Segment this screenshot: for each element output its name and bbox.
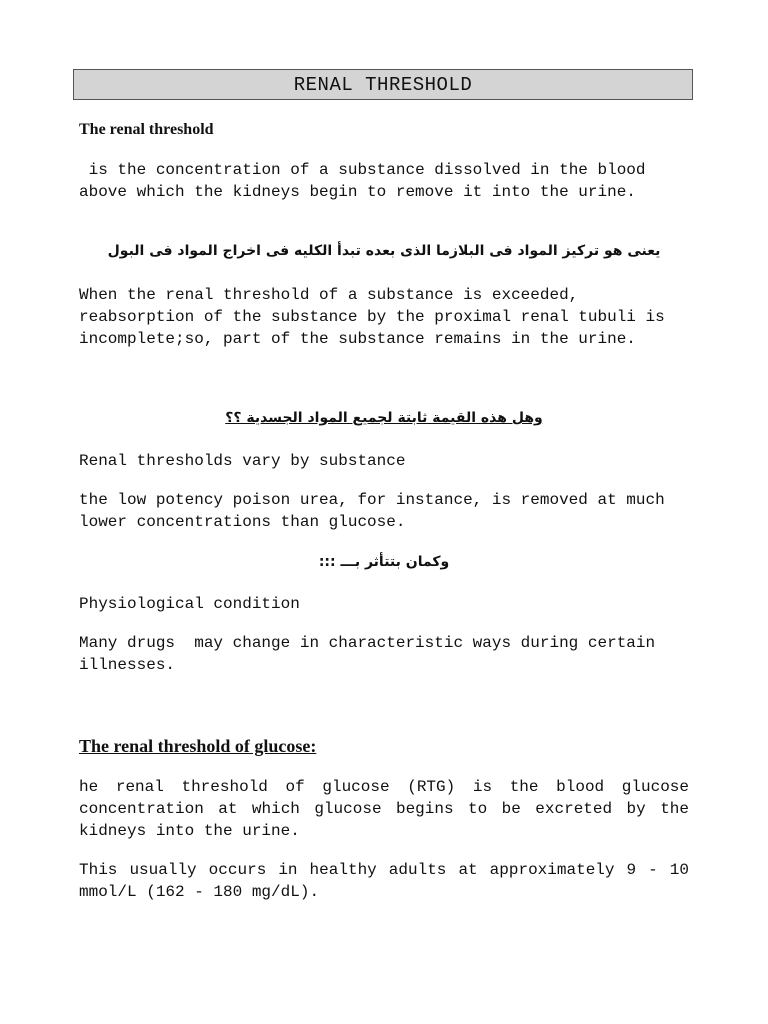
- definition-paragraph: is the concentration of a substance dissolved in the blood above which the kidneys begin to remove it into the urine.: [79, 161, 656, 201]
- vary-paragraph: Renal thresholds vary by substance: [79, 452, 406, 470]
- arabic-note-definition: يعنى هو تركيز المواد فى البلازما الذى بعده تبدأ الكليه فى اخراج المواد فى البول: [107, 243, 661, 259]
- glucose-section-heading: The renal threshold of glucose:: [79, 736, 317, 756]
- rtg-paragraph: he renal threshold of glucose (RTG) is the blood glucose concentration at which glucose begins to be excreted by the kidneys into the urine.: [79, 778, 689, 840]
- exceeded-paragraph: When the renal threshold of a substance is exceeded, reabsorption of the substance by the proximal renal tubuli is incomplete;so, part of the substance remains in the urine.: [79, 286, 675, 348]
- arabic-question: وهل هذه القيمة ثابتة لجميع المواد الجسدية ؟؟: [225, 410, 543, 426]
- section-heading: The renal threshold: [79, 121, 214, 138]
- urea-paragraph: the low potency poison urea, for instance, is removed at much lower concentrations than glucose.: [79, 491, 675, 531]
- glucose-value-paragraph: This usually occurs in healthy adults at approximately 9 - 10 mmol/L (162 - 180 mg/dL).: [79, 861, 689, 901]
- page-title-box: [73, 69, 693, 100]
- page-title: RENAL THRESHOLD: [293, 73, 473, 96]
- physiological-paragraph: Physiological condition: [79, 595, 300, 613]
- drugs-paragraph: Many drugs may change in characteristic ways during certain illnesses.: [79, 634, 665, 674]
- arabic-note-affected: وكمان بتتأثر بـــ :::: [318, 554, 450, 570]
